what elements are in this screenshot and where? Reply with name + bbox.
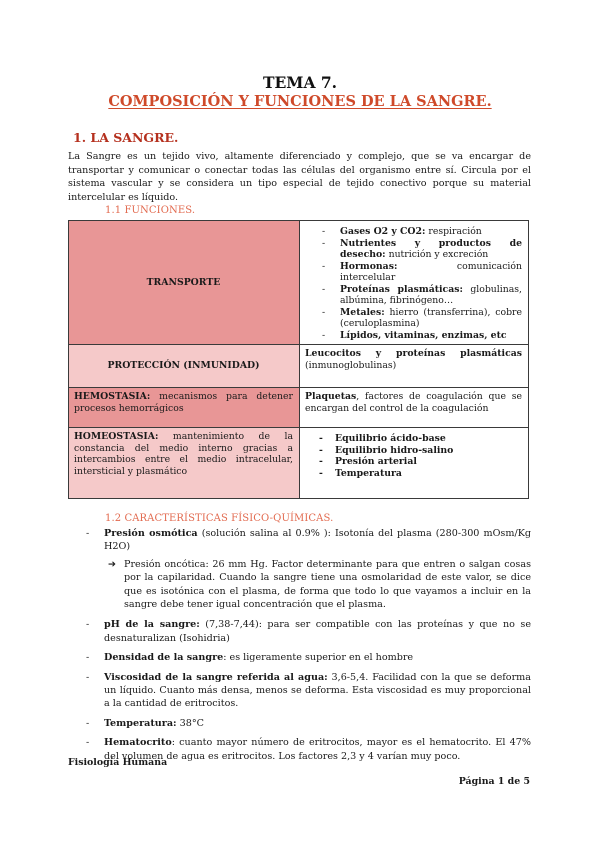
bullet-dash: - [86, 528, 90, 539]
hemostasia-desc-bold: Plaquetas [305, 391, 357, 402]
characteristic-subitem: ➔ Presión oncótica: 26 mm Hg. Factor determinante para que entren o salgan cosas por la capilaridad. Cuando la sangre tiene una osmolaridad de este valor, se dice que es isotónica con el plasma, de forma que todo lo que vayamos a incluir en la sangre debe tener igual concentración que el plasma. [108, 558, 531, 611]
transporte-item: - Gases O2 y CO2: respiración [305, 226, 522, 238]
homeostasia-item: - Equilibrio ácido-base [305, 433, 522, 445]
functions-table [68, 220, 529, 499]
table-row-homeostasia [69, 428, 529, 499]
page-title: TEMA 7. [262, 73, 338, 92]
characteristic-item: - pH de la sangre: (7,38-7,44): para ser compatible con las proteínas y que no se desnaturalizan (Isohidria) [86, 619, 531, 644]
table-row-transporte [69, 221, 529, 345]
section-heading-la-sangre: 1. LA SANGRE. [73, 130, 179, 145]
transporte-item: - Metales: hierro (transferrina), cobre (ceruloplasmina) [305, 307, 522, 330]
proteccion-desc-cell [300, 345, 529, 388]
table-row-proteccion [69, 345, 529, 388]
proteccion-label-cell [69, 345, 300, 388]
transporte-item: - Nutrientes y productos de desecho: nutrición y excreción [305, 238, 522, 261]
homeostasia-item: - Presión arterial [305, 456, 522, 468]
subsection-heading-funciones: 1.1 FUNCIONES. [105, 205, 196, 216]
homeostasia-label: HOMEOSTASIA: [74, 431, 159, 442]
transporte-item: - Hormonas: comunicación intercelular [305, 261, 522, 284]
transporte-desc-cell [300, 221, 529, 345]
table-row-hemostasia [69, 388, 529, 428]
page-subtitle: COMPOSICIÓN Y FUNCIONES DE LA SANGRE. [108, 93, 492, 110]
proteccion-label: PROTECCIÓN (INMUNIDAD) [107, 360, 260, 372]
proteccion-desc-rest: (inmunoglobulinas) [305, 359, 397, 371]
characteristic-item: - Temperatura: 38°C [86, 717, 205, 729]
characteristic-item: - Presión osmótica (solución salina al 0.9% ): Isotonía del plasma (280-300 mOsm/Kg H2O) [86, 528, 531, 553]
bullet-dash: - [86, 619, 90, 631]
hemostasia-label: HEMOSTASIA: [74, 391, 151, 402]
homeostasia-desc-cell [300, 428, 529, 499]
bullet-dash: - [86, 717, 90, 729]
intro-paragraph: La Sangre es un tejido vivo, altamente diferenciado y complejo, que se va encargar de transportar y comunicar o conectar todas las células del organismo entre sí. Circula por el sistema vascular y se considera un tipo especial de tejido conectivo porque su material intercelular es líquido. [68, 151, 531, 203]
transporte-item: - Lípidos, vitaminas, enzimas, etc [305, 330, 522, 342]
transporte-label: TRANSPORTE [146, 276, 221, 288]
characteristics-list [68, 527, 531, 769]
transporte-label-cell [69, 221, 300, 345]
arrow-right-icon: ➔ [108, 558, 117, 570]
hemostasia-desc-cell: Plaquetas, factores de coagulación que se encargan del control de la coagulación [300, 388, 529, 428]
hemostasia-label-cell: HEMOSTASIA: mecanismos para detener procesos hemorrágicos [69, 388, 300, 428]
proteccion-desc: Leucocitos y proteínas plasmáticas [305, 348, 522, 359]
footer-page-number: Página 1 de 5 [458, 776, 530, 787]
homeostasia-label-cell: HOMEOSTASIA: mantenimiento de la constancia del medio interno gracias a intercambios entre el medio intracelular, intersticial y plasmático [69, 428, 300, 499]
bullet-dash: - [86, 737, 90, 749]
characteristic-item: - Viscosidad de la sangre referida al agua: 3,6-5,4. Facilidad con la que se deforma un líquido. Cuanto más densa, menos se deforma. Esta viscosidad es muy proporcional a la cantidad de eritrocitos. [86, 671, 531, 710]
homeostasia-list [305, 433, 522, 479]
bullet-dash: - [86, 652, 90, 664]
homeostasia-item: - Temperatura [305, 468, 522, 480]
transporte-list [305, 226, 522, 341]
characteristic-item: - Hematocrito: cuanto mayor número de eritrocitos, mayor es el hematocrito. El 47% del volumen de agua es eritrocitos. Los factores 2,3 y 4 varían muy poco. [86, 737, 531, 762]
characteristic-item: - Densidad de la sangre: es ligeramente superior en el hombre [86, 652, 414, 664]
bullet-dash: - [86, 671, 90, 683]
footer-course-name: Fisiología Humana [68, 757, 168, 768]
transporte-item: - Proteínas plasmáticas: globulinas, albúmina, fibrinógeno… [305, 284, 522, 307]
subsection-heading-caracteristicas: 1.2 CARACTERÍSTICAS FÍSICO-QUÍMICAS. [105, 513, 334, 524]
homeostasia-item: - Equilibrio hidro-salino [305, 445, 522, 457]
